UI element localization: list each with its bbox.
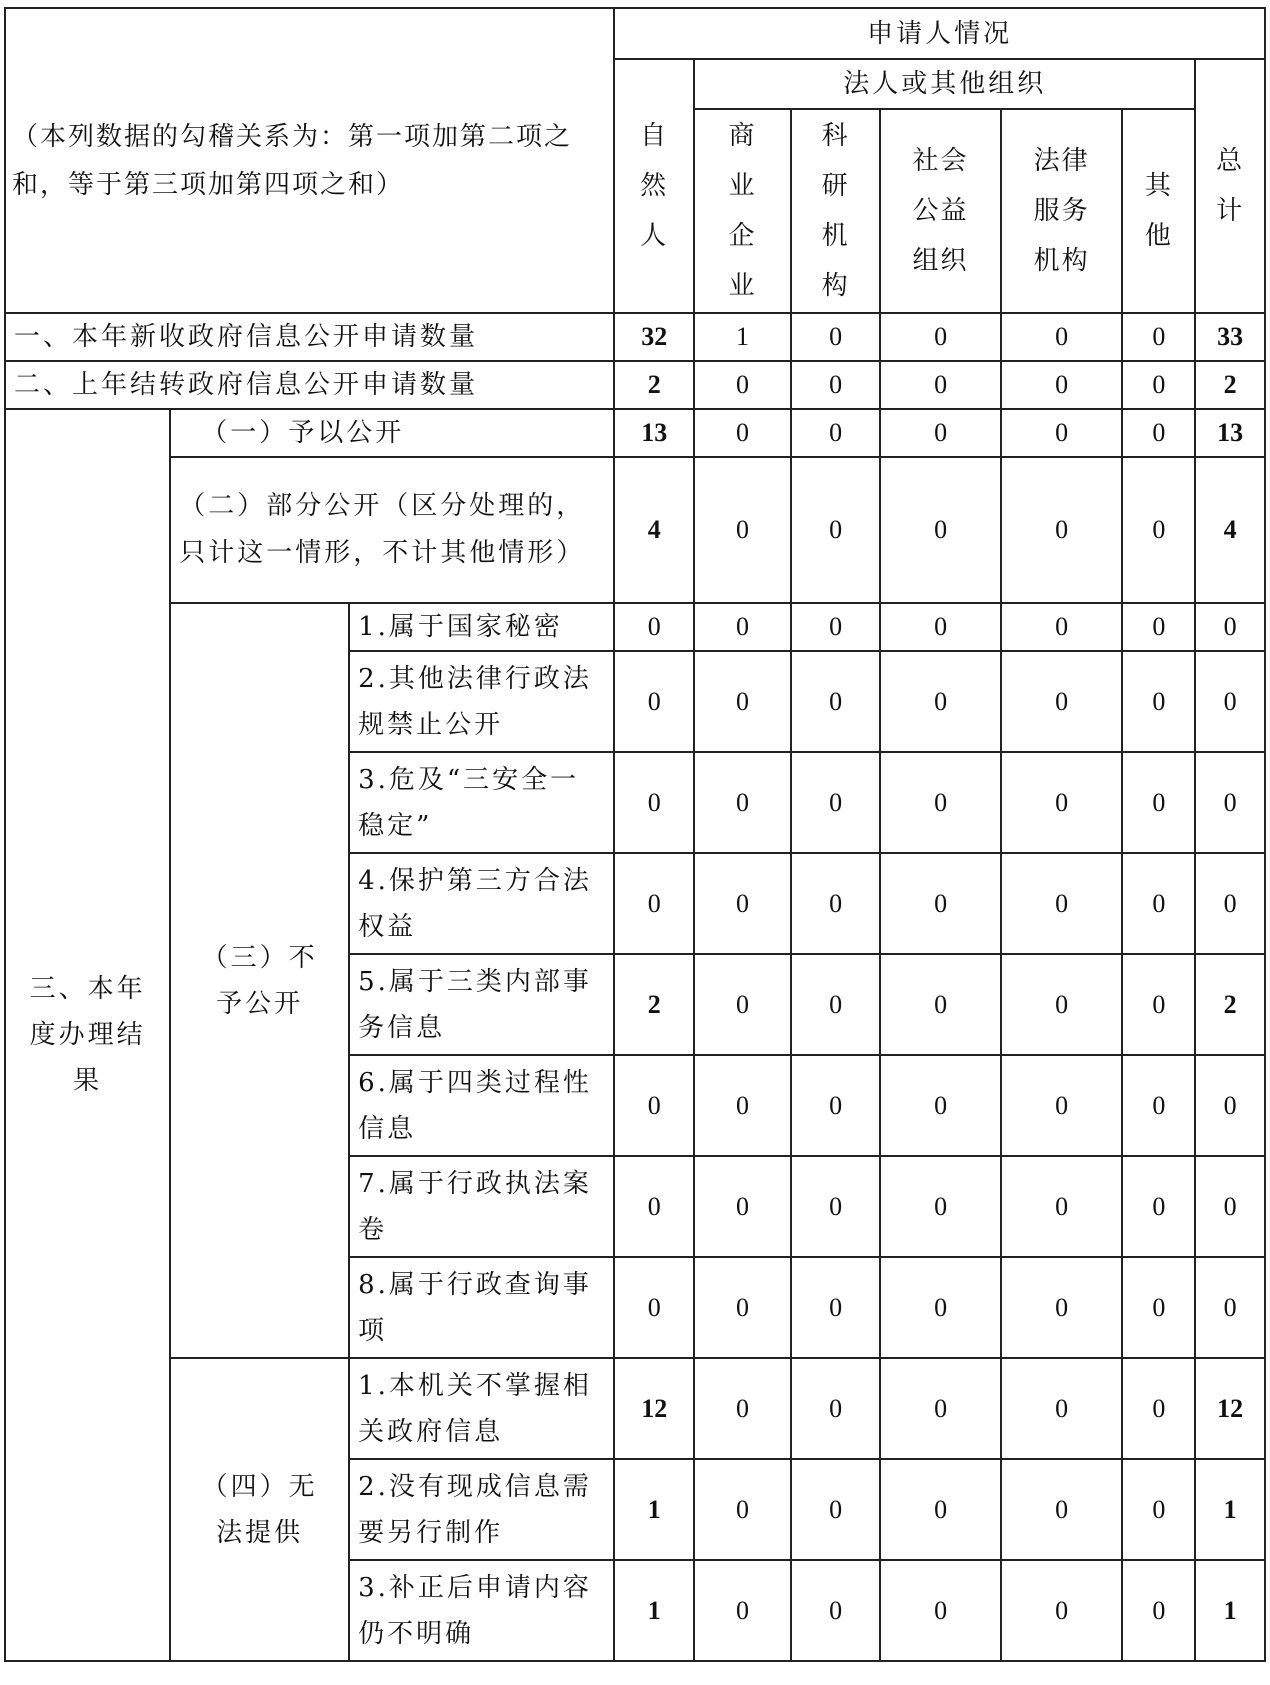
- cell-value: 12: [1195, 1358, 1265, 1459]
- cell-value: 0: [880, 1358, 1001, 1459]
- cell-value: 0: [694, 457, 791, 603]
- cell-value: 0: [1122, 1055, 1195, 1156]
- cell-value: 0: [1001, 1156, 1123, 1257]
- cell-value: 0: [694, 1358, 791, 1459]
- cell-value: 0: [880, 752, 1001, 853]
- cell-value: 0: [694, 1156, 791, 1257]
- cell-value: 0: [880, 361, 1001, 409]
- row-label: 1.属于国家秘密: [349, 603, 614, 651]
- cell-value: 0: [614, 1257, 694, 1358]
- cell-value: 0: [1195, 651, 1265, 752]
- cell-value: 0: [694, 752, 791, 853]
- col-header-business: 商业企业: [694, 109, 791, 313]
- cell-value: 0: [791, 1156, 880, 1257]
- row-label: 二、上年结转政府信息公开申请数量: [5, 361, 614, 409]
- row-label: 一、本年新收政府信息公开申请数量: [5, 313, 614, 361]
- table-row: [5, 409, 1265, 457]
- section3-label: 三、本年度办理结果: [5, 409, 170, 1661]
- cell-value: 0: [791, 853, 880, 954]
- cell-value: 0: [1001, 313, 1123, 361]
- row-label: 8.属于行政查询事项: [349, 1257, 614, 1358]
- row-label: 2.其他法律行政法规禁止公开: [349, 651, 614, 752]
- cell-value: 0: [694, 954, 791, 1055]
- cell-value: 0: [1122, 651, 1195, 752]
- cell-value: 0: [614, 1055, 694, 1156]
- cell-value: 0: [1001, 361, 1123, 409]
- cell-value: 33: [1195, 313, 1265, 361]
- cell-value: 0: [880, 1156, 1001, 1257]
- cell-value: 2: [1195, 954, 1265, 1055]
- cell-value: 0: [1001, 603, 1123, 651]
- cell-value: 0: [880, 1560, 1001, 1661]
- cell-value: 0: [880, 313, 1001, 361]
- cell-value: 0: [694, 651, 791, 752]
- refuse-label: （三）不予公开: [170, 603, 349, 1358]
- cell-value: 0: [880, 409, 1001, 457]
- cell-value: 0: [791, 409, 880, 457]
- cell-value: 4: [614, 457, 694, 603]
- cell-value: 0: [791, 603, 880, 651]
- cell-value: 0: [1001, 457, 1123, 603]
- table-note: （本列数据的勾稽关系为：第一项加第二项之和，等于第三项加第四项之和）: [5, 8, 614, 313]
- cell-value: 4: [1195, 457, 1265, 603]
- cell-value: 0: [1122, 853, 1195, 954]
- document-page: [4, 7, 1266, 1662]
- cell-value: 0: [694, 361, 791, 409]
- col-header-research: 科研机构: [791, 109, 880, 313]
- cell-value: 1: [1195, 1560, 1265, 1661]
- col-header-public-welfare: 社会公益组织: [880, 109, 1001, 313]
- row-label: （二）部分公开（区分处理的，只计这一情形，不计其他情形）: [170, 457, 614, 603]
- row-label: 1.本机关不掌握相关政府信息: [349, 1358, 614, 1459]
- row-label: 3.补正后申请内容仍不明确: [349, 1560, 614, 1661]
- cell-value: 0: [1122, 1257, 1195, 1358]
- cell-value: 0: [1122, 752, 1195, 853]
- cell-value: 0: [791, 1257, 880, 1358]
- cell-value: 0: [1122, 1358, 1195, 1459]
- cell-value: 2: [614, 361, 694, 409]
- cell-value: 0: [1195, 1055, 1265, 1156]
- row-label: 7.属于行政执法案卷: [349, 1156, 614, 1257]
- cell-value: 13: [1195, 409, 1265, 457]
- cell-value: 0: [1122, 361, 1195, 409]
- col-header-other: 其他: [1122, 109, 1195, 313]
- cell-value: 0: [1001, 752, 1123, 853]
- cell-value: 0: [1122, 1459, 1195, 1560]
- cell-value: 0: [1195, 752, 1265, 853]
- cell-value: 13: [614, 409, 694, 457]
- col-header-natural-person: 自然人: [614, 59, 694, 313]
- table-row: [5, 603, 1265, 651]
- cell-value: 1: [694, 313, 791, 361]
- cell-value: 0: [614, 853, 694, 954]
- cell-value: 0: [880, 954, 1001, 1055]
- table-row: [5, 313, 1265, 361]
- cell-value: 0: [1195, 853, 1265, 954]
- cell-value: 0: [1195, 1156, 1265, 1257]
- applicant-status-header: 申请人情况: [614, 8, 1265, 59]
- cell-value: 0: [1122, 409, 1195, 457]
- cell-value: 0: [1001, 1358, 1123, 1459]
- cell-value: 0: [791, 651, 880, 752]
- table-row: [5, 1358, 1265, 1459]
- col-header-total: 总计: [1195, 59, 1265, 313]
- cell-value: 0: [791, 1560, 880, 1661]
- row-label: 2.没有现成信息需要另行制作: [349, 1459, 614, 1560]
- cell-value: 0: [694, 409, 791, 457]
- cell-value: 2: [614, 954, 694, 1055]
- cell-value: 0: [791, 1459, 880, 1560]
- cell-value: 0: [614, 603, 694, 651]
- cell-value: 0: [1195, 603, 1265, 651]
- cell-value: 0: [880, 1257, 1001, 1358]
- cell-value: 0: [694, 1459, 791, 1560]
- info-disclosure-table: [4, 7, 1266, 1662]
- cell-value: 0: [1001, 651, 1123, 752]
- cell-value: 1: [614, 1459, 694, 1560]
- cell-value: 0: [1001, 1055, 1123, 1156]
- cell-value: 0: [880, 651, 1001, 752]
- cell-value: 0: [880, 457, 1001, 603]
- col-header-legal-service: 法律服务机构: [1001, 109, 1123, 313]
- cell-value: 0: [1001, 1459, 1123, 1560]
- cell-value: 0: [614, 1156, 694, 1257]
- cell-value: 0: [1122, 1560, 1195, 1661]
- row-label: （一）予以公开: [170, 409, 614, 457]
- cell-value: 0: [694, 1257, 791, 1358]
- cell-value: 1: [1195, 1459, 1265, 1560]
- cell-value: 0: [791, 361, 880, 409]
- cell-value: 0: [791, 1358, 880, 1459]
- table-row: [5, 361, 1265, 409]
- cell-value: 0: [1122, 1156, 1195, 1257]
- cell-value: 0: [880, 603, 1001, 651]
- cell-value: 0: [1001, 954, 1123, 1055]
- cell-value: 0: [791, 313, 880, 361]
- cell-value: 0: [1122, 313, 1195, 361]
- row-label: 4.保护第三方合法权益: [349, 853, 614, 954]
- cell-value: 0: [614, 651, 694, 752]
- table-row: [5, 457, 1265, 603]
- row-label: 5.属于三类内部事务信息: [349, 954, 614, 1055]
- cell-value: 0: [791, 457, 880, 603]
- cell-value: 0: [791, 954, 880, 1055]
- cell-value: 0: [791, 752, 880, 853]
- cell-value: 0: [694, 603, 791, 651]
- cell-value: 1: [614, 1560, 694, 1661]
- cell-value: 0: [694, 1560, 791, 1661]
- unable-label: （四）无法提供: [170, 1358, 349, 1661]
- cell-value: 32: [614, 313, 694, 361]
- legal-group-header: 法人或其他组织: [694, 59, 1195, 109]
- cell-value: 0: [1122, 954, 1195, 1055]
- cell-value: 0: [1001, 853, 1123, 954]
- cell-value: 0: [880, 1055, 1001, 1156]
- row-label: 3.危及“三安全一稳定”: [349, 752, 614, 853]
- cell-value: 0: [791, 1055, 880, 1156]
- cell-value: 0: [880, 853, 1001, 954]
- cell-value: 12: [614, 1358, 694, 1459]
- cell-value: 0: [1195, 1257, 1265, 1358]
- cell-value: 0: [1001, 1257, 1123, 1358]
- cell-value: 0: [614, 752, 694, 853]
- cell-value: 2: [1195, 361, 1265, 409]
- cell-value: 0: [1001, 409, 1123, 457]
- cell-value: 0: [1001, 1560, 1123, 1661]
- cell-value: 0: [694, 853, 791, 954]
- cell-value: 0: [880, 1459, 1001, 1560]
- cell-value: 0: [694, 1055, 791, 1156]
- row-label: 6.属于四类过程性信息: [349, 1055, 614, 1156]
- cell-value: 0: [1122, 603, 1195, 651]
- cell-value: 0: [1122, 457, 1195, 603]
